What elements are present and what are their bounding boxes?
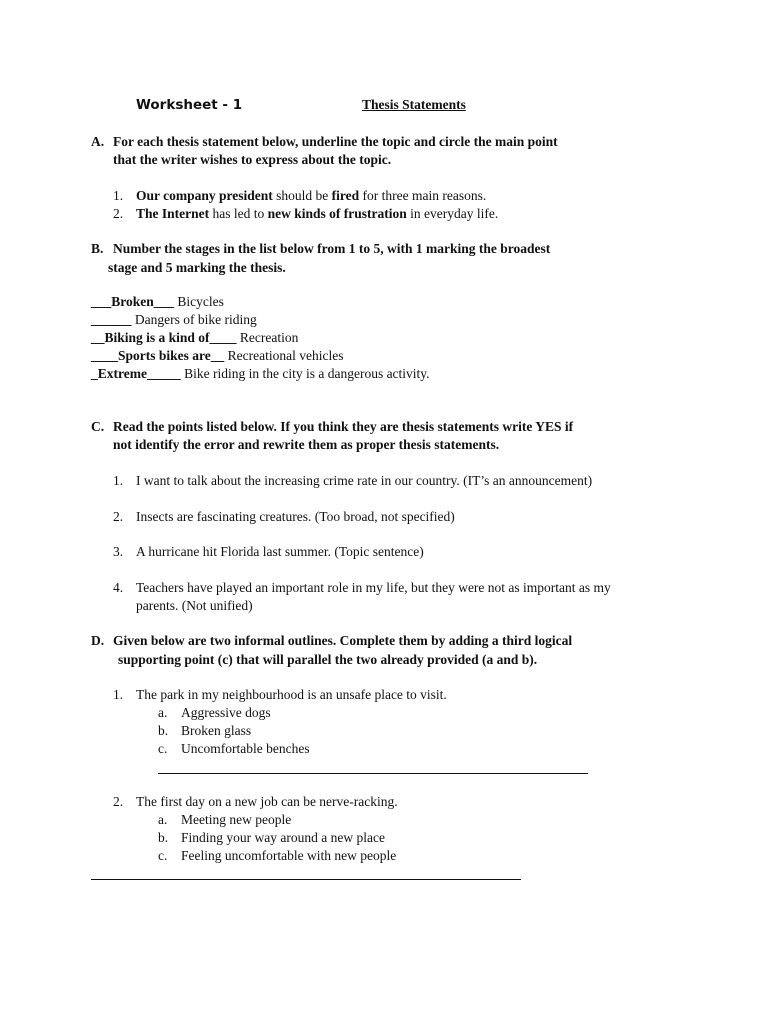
- section-a-item-number: 2.: [113, 206, 124, 221]
- stage-answer: ____Sports bikes are__: [91, 348, 225, 363]
- section-a-letter: A.: [91, 134, 105, 149]
- page-title: Thesis Statements: [362, 97, 466, 112]
- section-a-item-2: [136, 205, 498, 223]
- section-a-item-number: 1.: [113, 188, 124, 203]
- section-c-item-number: 1.: [113, 473, 124, 488]
- section-c-item-4: Teachers have played an important role in my life, but they were not as important as my: [136, 580, 611, 595]
- stage-row: [91, 311, 257, 329]
- stage-text: Recreation: [236, 330, 299, 345]
- outline-1-point-c: Uncomfortable benches: [181, 741, 310, 756]
- outline-2-point-a: Meeting new people: [181, 812, 292, 827]
- answer-line: [91, 879, 521, 880]
- section-c-item-number: 4.: [113, 580, 124, 595]
- stage-answer: ___Broken___: [91, 294, 175, 309]
- section-d-instruction-line2: supporting point (c) that will parallel the two already provided (a and b).: [118, 652, 538, 667]
- stage-text: Dangers of bike riding: [131, 312, 257, 327]
- outline-2-point-b: Finding your way around a new place: [181, 830, 385, 845]
- outline-point-letter: b.: [158, 723, 169, 738]
- section-d-instruction-line1: Given below are two informal outlines. Complete them by adding a third logical: [113, 633, 573, 648]
- outline-number: 2.: [113, 794, 124, 809]
- section-a-instruction-line2: that the writer wishes to express about the topic.: [113, 152, 392, 167]
- statement-text: should be: [272, 188, 332, 203]
- statement-text: in everyday life.: [406, 206, 499, 221]
- stage-answer: _Extreme_____: [91, 366, 181, 381]
- stage-answer: ______: [91, 312, 132, 327]
- outline-2-thesis: The first day on a new job can be nerve-racking.: [136, 794, 398, 809]
- topic-text: Our company president: [136, 188, 273, 203]
- stage-text: Bicycles: [174, 294, 224, 309]
- outline-point-letter: a.: [158, 705, 168, 720]
- section-b-instruction-line1: Number the stages in the list below from 1 to 5, with 1 marking the broadest: [113, 241, 551, 256]
- stage-row: [91, 365, 430, 383]
- main-point-text: new kinds of frustration: [267, 206, 407, 221]
- section-c-instruction-line1: Read the points listed below. If you think they are thesis statements write YES if: [113, 419, 574, 434]
- outline-point-letter: c.: [158, 848, 168, 863]
- section-c-instruction-line2: not identify the error and rewrite them as proper thesis statements.: [113, 437, 500, 452]
- section-c-item-number: 3.: [113, 544, 124, 559]
- section-b-letter: B.: [91, 241, 104, 256]
- main-point-text: fired: [331, 188, 360, 203]
- section-c-item-1: I want to talk about the increasing crime rate in our country. (IT’s an announcement): [136, 473, 593, 488]
- stage-row: [91, 329, 298, 347]
- section-c-item-4-continued: parents. (Not unified): [136, 598, 253, 613]
- section-c-item-number: 2.: [113, 509, 124, 524]
- answer-line: [158, 773, 588, 774]
- stage-row: [91, 347, 343, 365]
- worksheet-label: Worksheet - 1: [136, 97, 243, 113]
- stage-row: [91, 293, 224, 311]
- section-b-instruction-line2: stage and 5 marking the thesis.: [108, 260, 286, 275]
- section-c-item-3: A hurricane hit Florida last summer. (Topic sentence): [136, 544, 424, 559]
- outline-number: 1.: [113, 687, 124, 702]
- section-c-item-2: Insects are fascinating creatures. (Too broad, not specified): [136, 509, 455, 524]
- outline-2-point-c: Feeling uncomfortable with new people: [181, 848, 397, 863]
- outline-1-point-a: Aggressive dogs: [181, 705, 271, 720]
- outline-point-letter: c.: [158, 741, 168, 756]
- stage-text: Recreational vehicles: [224, 348, 344, 363]
- statement-text: for three main reasons.: [359, 188, 487, 203]
- section-a-instruction-line1: For each thesis statement below, underline the topic and circle the main point: [113, 134, 558, 149]
- stage-answer: __Biking is a kind of____: [91, 330, 237, 345]
- section-a-item-1: [136, 187, 486, 205]
- statement-text: has led to: [209, 206, 268, 221]
- outline-point-letter: a.: [158, 812, 168, 827]
- section-d-letter: D.: [91, 633, 105, 648]
- section-c-letter: C.: [91, 419, 105, 434]
- outline-1-point-b: Broken glass: [181, 723, 252, 738]
- stage-text: Bike riding in the city is a dangerous activity.: [180, 366, 430, 381]
- outline-1-thesis: The park in my neighbourhood is an unsafe place to visit.: [136, 687, 447, 702]
- topic-text: The Internet: [136, 206, 210, 221]
- outline-point-letter: b.: [158, 830, 169, 845]
